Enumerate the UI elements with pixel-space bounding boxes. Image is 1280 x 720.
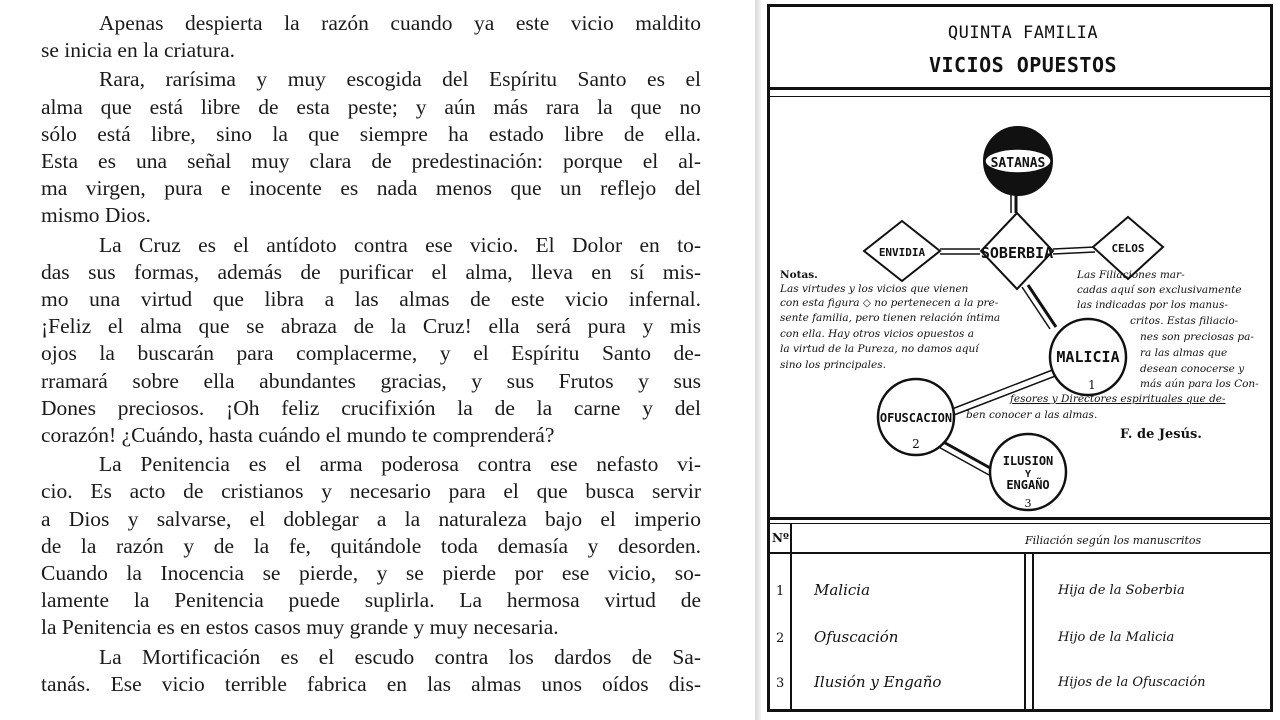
note-line: con ella. Hay otros vicios opuestos a <box>780 328 974 340</box>
text-body <box>41 10 701 698</box>
note-line: Las virtudes y los vicios que vienen <box>780 283 969 295</box>
note-line: las indicadas por los manus- <box>1077 299 1228 311</box>
table-header-divider <box>770 552 1270 554</box>
text-line: Cuando la Inocencia se pierde, y se pierde por ese vicio, so- <box>41 561 701 586</box>
text-line: La Penitencia es el arma poderosa contra ese nefasto vi- <box>99 452 701 477</box>
paragraph-1 <box>41 10 701 64</box>
ilusion-number: 3 <box>1024 497 1032 510</box>
table-num-header: Nº <box>772 531 789 545</box>
note-line: nes son preciosas pa- <box>1140 331 1254 343</box>
text-line: mo una virtud que libra a las almas de este vicio infernal. <box>41 287 701 312</box>
text-line: corazón! ¿Cuándo, hasta cuándo el mundo te comprenderá? <box>41 423 555 448</box>
text-line: Rara, rarísima y muy escogida del Espíritu Santo es el <box>99 67 701 92</box>
table-col-divider <box>1032 554 1034 709</box>
text-line: lamente la Penitencia puede suplirla. La hermosa virtud de <box>41 588 701 613</box>
table-col-divider <box>1024 554 1026 709</box>
text-line: Dones preciosos. ¡Oh feliz crucifixión la de la carne y del <box>41 395 701 420</box>
paragraph-2 <box>41 66 701 229</box>
table-row-filiation: Hijo de la Malicia <box>1058 630 1175 645</box>
note-line: sino los principales. <box>780 359 886 371</box>
table-row-num: 2 <box>776 631 785 646</box>
paragraph-5 <box>41 644 701 698</box>
signature: F. de Jesús. <box>1120 427 1202 442</box>
paragraph-4 <box>41 451 701 641</box>
soberbia-label: SOBERBIA <box>980 244 1054 262</box>
text-line: cio. Es acto de cristianos y necesario para el que busca servir <box>41 479 701 504</box>
text-line: tanás. Ese vicio terrible fabrica en las almas unos oídos dis- <box>41 671 701 696</box>
connector-ofuscacion-ilusion <box>938 439 992 469</box>
text-line: Esta es una señal muy clara de predestinación: porque el al- <box>41 149 701 174</box>
text-line: Apenas despierta la razón cuando ya este vicio maldito <box>99 11 701 35</box>
note-line: fesores y Directores espirituales que de- <box>1010 393 1226 405</box>
text-line: la Penitencia es en estos casos muy grande y muy necesaria. <box>41 615 559 640</box>
table-row-num: 3 <box>776 676 785 691</box>
ofuscacion-number: 2 <box>912 437 920 451</box>
text-line: das sus formas, además de purificar el alma, lleva en sí mis- <box>41 259 701 284</box>
diagram-page <box>761 0 1280 720</box>
ilusion-label-1: ILUSION <box>1002 454 1054 468</box>
text-line: se inicia en la criatura. <box>41 38 235 63</box>
note-line: critos. Estas filiacio- <box>1130 315 1239 327</box>
table-top-border <box>770 517 1270 520</box>
ofuscacion-label: OFUSCACION <box>879 411 953 425</box>
table-row-name: Malicia <box>814 581 871 599</box>
text-line: a Dios y salvarse, el doblegar a la naturaleza bajo el imperio <box>41 506 701 531</box>
text-line: La Mortificación es el escudo contra los dardos de Sa- <box>99 644 701 669</box>
envidia-label: ENVIDIA <box>878 246 926 259</box>
note-line: sente familia, pero tienen relación íntima <box>780 312 1001 324</box>
family-title: QUINTA FAMILIA <box>947 23 1099 43</box>
paragraph-3 <box>41 232 701 450</box>
text-line: La Cruz es el antídoto contra ese vicio. El Dolor en to- <box>99 232 701 257</box>
text-line: sólo está libre, sino la que siempre ha estado libre de ella. <box>41 121 701 146</box>
text-line: de la razón y de la fe, quitándole toda demasía y desorden. <box>41 533 701 558</box>
table-col-divider <box>790 523 792 709</box>
filiation-diagram-lower <box>770 7 1270 527</box>
note-line: Las Filiaciones mar- <box>1077 269 1185 281</box>
text-line: ma virgen, pura e inocente es nada menos que un reflejo del <box>41 176 701 201</box>
diagram-frame <box>767 4 1273 712</box>
celos-label: CELOS <box>1111 242 1145 255</box>
section-title: VICIOS OPUESTOS <box>928 53 1118 77</box>
note-line: la virtud de la Pureza, no damos aquí <box>780 343 979 355</box>
table-row-filiation: Hijos de la Ofuscación <box>1058 675 1206 690</box>
table-row-name: Ilusión y Engaño <box>814 673 942 691</box>
text-line: alma que está libre de esta peste; y aún más rara la que no <box>41 94 701 119</box>
table-top-border-thin <box>770 523 1270 524</box>
malicia-label: MALICIA <box>1056 348 1120 366</box>
table-filiation-header: Filiación según los manuscritos <box>1025 534 1202 547</box>
text-line: mismo Dios. <box>41 203 151 228</box>
note-line: cadas aquí son exclusivamente <box>1077 284 1242 296</box>
table-row-num: 1 <box>776 584 785 599</box>
note-line: ra las almas que <box>1140 347 1228 359</box>
text-line: rramará sobre ella abundantes gracias, y sus Frutos y sus <box>41 368 701 393</box>
ilusion-label-3: ENGAÑO <box>1006 478 1050 492</box>
satanas-label: SATANAS <box>990 156 1046 171</box>
note-line: desean conocerse y <box>1140 363 1245 375</box>
note-line: con esta figura ◇ no pertenecen a la pre- <box>780 297 999 309</box>
text-line: ojos la buscarán para complacerme, y el Espíritu Santo de- <box>41 341 701 366</box>
notes-heading: Notas. <box>780 269 818 281</box>
table-row-filiation: Hija de la Soberbia <box>1058 583 1185 598</box>
note-line: ben conocer a las almas. <box>966 409 1098 421</box>
ilusion-label-2: Y <box>1024 469 1032 480</box>
note-line: más aún para los Con- <box>1140 378 1259 390</box>
malicia-number: 1 <box>1088 378 1096 392</box>
table-row-name: Ofuscación <box>814 628 899 646</box>
text-line: ¡Feliz el alma que se abraza de la Cruz! ella será pura y mis <box>41 314 701 339</box>
